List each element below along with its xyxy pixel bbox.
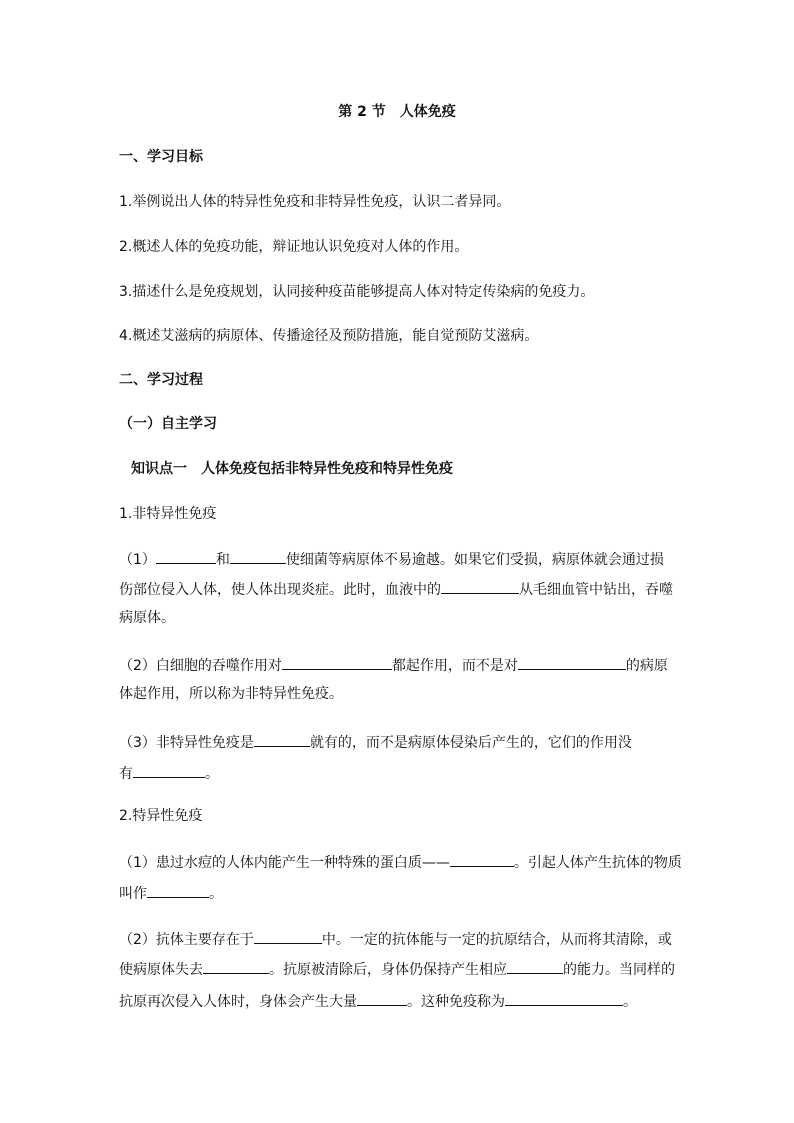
- answer-blank[interactable]: [507, 958, 563, 974]
- question-text: 都起作用，而不是对: [391, 658, 518, 674]
- question-text: 的病原: [625, 658, 668, 674]
- answer-blank[interactable]: [441, 578, 519, 594]
- question-text: 从毛细血管中钻出，吞噬: [519, 582, 673, 598]
- question-text: 。这种免疫称为: [407, 994, 505, 1010]
- question-line: [119, 762, 679, 784]
- question-text: 有: [119, 766, 133, 782]
- question-text: 抗原再次侵入人体时，身体会产生大量: [119, 994, 357, 1010]
- question-line: [119, 882, 679, 904]
- question-line: [119, 990, 679, 1012]
- section-heading-process: 二、学习过程: [119, 372, 203, 388]
- question-line: [119, 851, 682, 873]
- goal-item: 1.举例说出人体的特异性免疫和非特异性免疫，认识二者异同。: [119, 194, 511, 210]
- question-text: （1）患过水痘的人体内能产生一种特殊的蛋白质——: [119, 855, 450, 871]
- goal-item: 4.概述艾滋病的病原体、传播途径及预防措施，能自觉预防艾滋病。: [119, 328, 539, 344]
- knowledge-point-heading: 知识点一 人体免疫包括非特异性免疫和特异性免疫: [131, 461, 453, 477]
- answer-blank[interactable]: [230, 548, 286, 564]
- answer-blank[interactable]: [450, 851, 514, 867]
- question-line: [119, 928, 679, 950]
- question-line: 病原体。: [119, 610, 175, 626]
- question-text: 。: [623, 994, 637, 1010]
- question-text: 的能力。当同样的: [563, 962, 675, 978]
- answer-blank[interactable]: [505, 990, 623, 1006]
- question-text: 使病原体失去: [119, 962, 203, 978]
- answer-blank[interactable]: [282, 654, 392, 670]
- question-text: 。: [209, 886, 223, 902]
- question-line: [119, 731, 679, 753]
- question-text: （3）非特异性免疫是: [119, 735, 254, 751]
- subsection-heading: （一）自主学习: [119, 416, 217, 432]
- question-text: 叫作: [119, 886, 147, 902]
- answer-blank[interactable]: [254, 928, 322, 944]
- answer-blank[interactable]: [254, 731, 310, 747]
- question-text: 。: [205, 766, 219, 782]
- question-text: 。抗原被清除后，身体仍保持产生相应: [269, 962, 507, 978]
- nonspecific-heading: 1.非特异性免疫: [119, 506, 217, 522]
- answer-blank[interactable]: [156, 548, 216, 564]
- question-text: 伤部位侵入人体，使人体出现炎症。此时，血液中的: [119, 582, 441, 598]
- question-line: [119, 578, 679, 600]
- question-text: 中。一定的抗体能与一定的抗原结合，从而将其清除，或: [321, 932, 672, 948]
- question-text: （2）抗体主要存在于: [119, 932, 254, 948]
- answer-blank[interactable]: [357, 990, 407, 1006]
- question-text: 。引起人体产生抗体的物质: [513, 855, 682, 871]
- question-text: （1）: [119, 552, 156, 568]
- question-text: 使细菌等病原体不易逾越。如果它们受损，病原体就会通过损: [285, 552, 664, 568]
- answer-blank[interactable]: [133, 762, 205, 778]
- section-heading-goals: 一、学习目标: [119, 149, 203, 165]
- question-text: （2）白细胞的吞噬作用对: [119, 658, 282, 674]
- answer-blank[interactable]: [203, 958, 269, 974]
- question-line: [119, 958, 679, 980]
- answer-blank[interactable]: [518, 654, 626, 670]
- goal-item: 2.概述人体的免疫功能，辩证地认识免疫对人体的作用。: [119, 239, 469, 255]
- specific-heading: 2.特异性免疫: [119, 808, 203, 824]
- goal-item: 3.描述什么是免疫规划，认同接种疫苗能够提高人体对特定传染病的免疫力。: [119, 284, 595, 300]
- question-text: 就有的，而不是病原体侵染后产生的，它们的作用没: [309, 735, 632, 751]
- question-text: 和: [215, 552, 230, 568]
- question-line: 体起作用，所以称为非特异性免疫。: [119, 686, 343, 702]
- question-line: [119, 654, 679, 676]
- question-line: [119, 548, 679, 570]
- page-title: 第 2 节 人体免疫: [338, 104, 456, 120]
- answer-blank[interactable]: [147, 882, 209, 898]
